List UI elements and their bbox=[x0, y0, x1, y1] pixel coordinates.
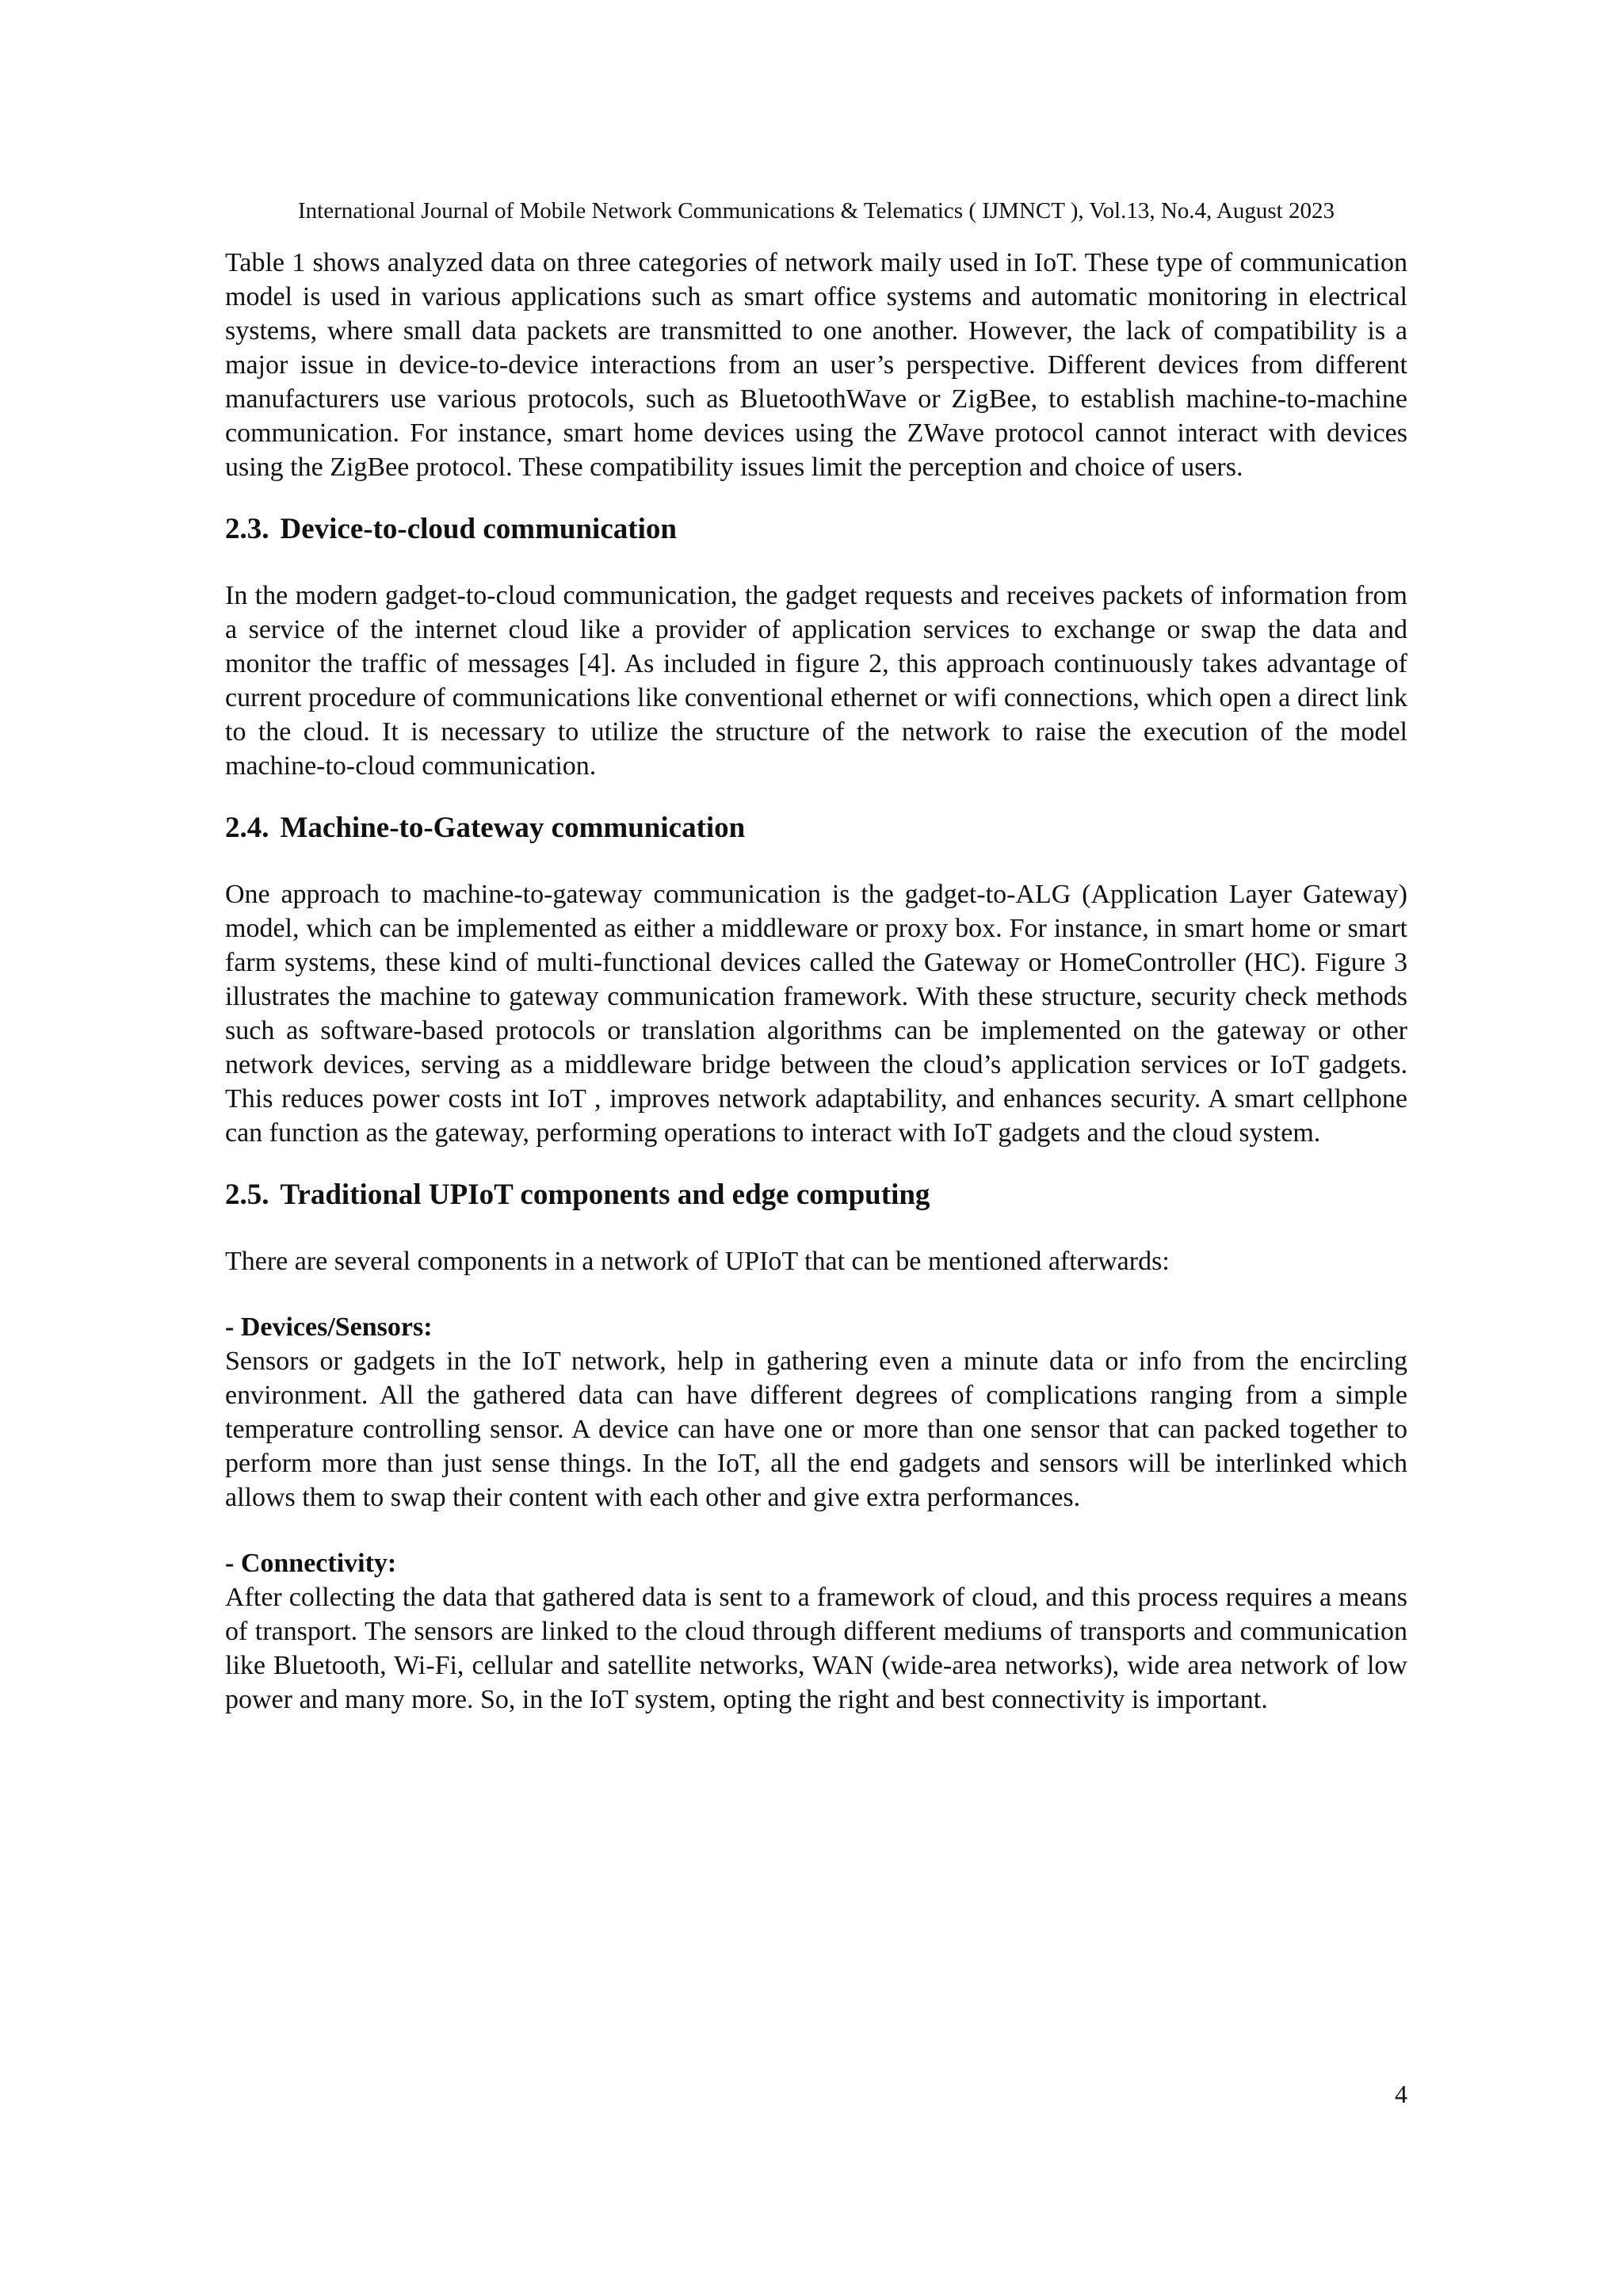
section-paragraph-2-4: One approach to machine-to-gateway communication is the gadget-to-ALG (Application Layer Gateway) model, which can be implemented as either a middleware or proxy box. For instance, in smart home or smart farm systems, these kind of multi-functional devices called the Gateway or HomeController (HC). Figure 3 illustrates the machine to gateway communication framework. With these structure, security check methods such as software-based protocols or translation algorithms can be implemented on the gateway or other network devices, serving as a middleware bridge between the cloud’s application services or IoT gadgets. This reduces power costs int IoT , improves network adaptability, and enhances security. A smart cellphone can function as the gateway, performing operations to interact with IoT gadgets and the cloud system. bbox=[225, 880, 1407, 1148]
page-body bbox=[225, 246, 1407, 1717]
section-number: 2.4. bbox=[225, 812, 269, 844]
section-heading-2-3 bbox=[225, 512, 1407, 547]
component-label-connectivity: - Connectivity: bbox=[225, 1549, 397, 1578]
section-number: 2.5. bbox=[225, 1179, 269, 1211]
section-paragraph-2-3: In the modern gadget-to-cloud communication, the gadget requests and receives packets of information from a service of the internet cloud like a provider of application services to exchange or swap the data and monitor the traffic of messages [4]. As included in figure 2, this approach continuously takes advantage of current procedure of communications like conventional ethernet or wifi connections, which open a direct link to the cloud. It is necessary to utilize the structure of the network to raise the execution of the model machine-to-cloud communication. bbox=[225, 581, 1407, 781]
component-text-devices: Sensors or gadgets in the IoT network, help in gathering even a minute data or info from the encircling environment. All the gathered data can have different degrees of complications ranging from a simple temperature controlling sensor. A device can have one or more than one sensor that can packed together to perform more than just sense things. In the IoT, all the end gadgets and sensors will be interlinked which allows them to swap their content with each other and give extra performances. bbox=[225, 1347, 1407, 1512]
section-heading-2-5 bbox=[225, 1178, 1407, 1213]
component-label-devices: - Devices/Sensors: bbox=[225, 1312, 433, 1342]
section-title: Device-to-cloud communication bbox=[280, 513, 677, 545]
section-title: Machine-to-Gateway communication bbox=[280, 812, 746, 844]
section-paragraph-2-5: There are several components in a network of UPIoT that can be mentioned afterwards: bbox=[225, 1247, 1170, 1276]
section-title: Traditional UPIoT components and edge computing bbox=[280, 1179, 930, 1211]
intro-paragraph: Table 1 shows analyzed data on three categories of network maily used in IoT. These type of communication model is used in various applications such as smart office systems and automatic monitoring in electrical systems, where small data packets are transmitted to one another. However, the lack of compatibility is a major issue in device-to-device interactions from an user’s perspective. Different devices from different manufacturers use various protocols, such as BluetoothWave or ZigBee, to establish machine-to-machine communication. For instance, smart home devices using the ZWave protocol cannot interact with devices using the ZigBee protocol. These compatibility issues limit the perception and choice of users. bbox=[225, 248, 1407, 482]
section-number: 2.3. bbox=[225, 513, 269, 545]
running-header: International Journal of Mobile Network Communications & Telematics ( IJMNCT ), Vol.13, No.4, August 2023 bbox=[298, 198, 1335, 223]
section-heading-2-4 bbox=[225, 811, 1407, 846]
page-number: 4 bbox=[1395, 2080, 1407, 2108]
component-text-connectivity: After collecting the data that gathered data is sent to a framework of cloud, and this process requires a means of transport. The sensors are linked to the cloud through different mediums of transports and communication like Bluetooth, Wi-Fi, cellular and satellite networks, WAN (wide-area networks), wide area network of low power and many more. So, in the IoT system, opting the right and best connectivity is important. bbox=[225, 1583, 1407, 1714]
